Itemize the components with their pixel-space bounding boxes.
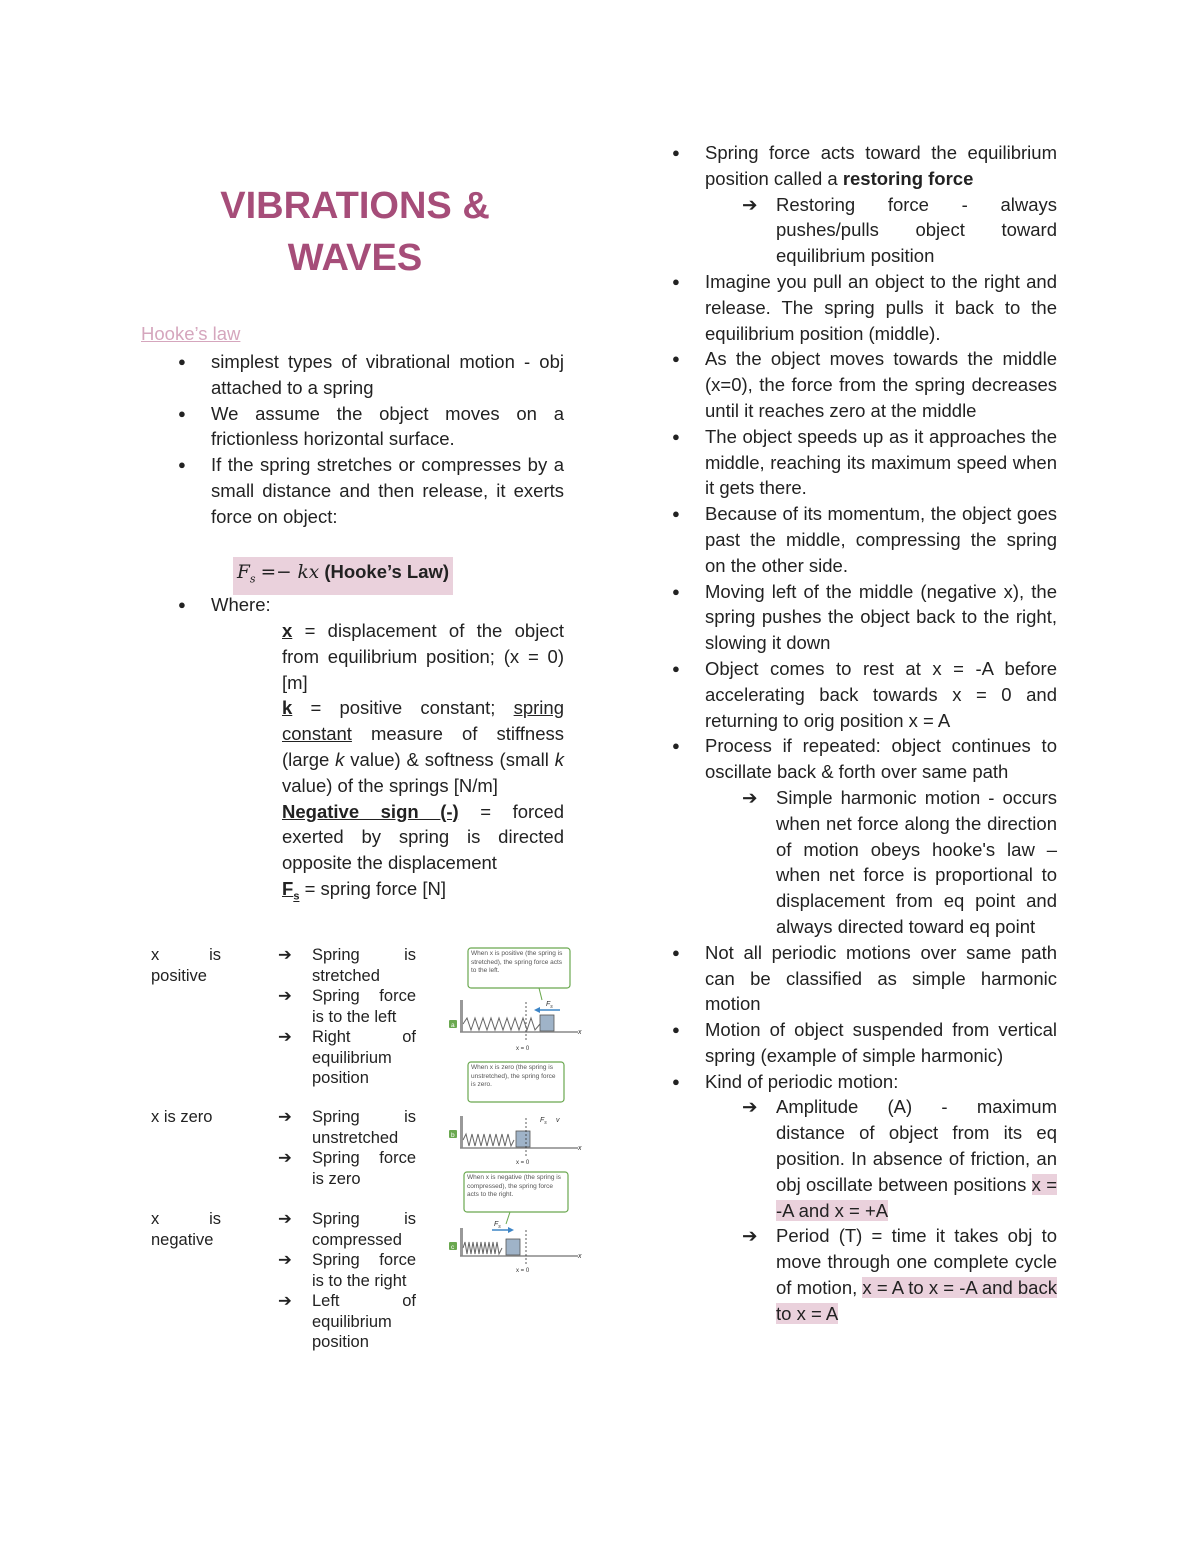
list-item: ● Not all periodic motions over same path can be classified as simple harmonic motion <box>672 941 1057 1015</box>
where-bullet: ● Where: <box>211 592 564 618</box>
title-line-2: WAVES <box>287 237 423 279</box>
bullet-icon: ● <box>178 457 186 473</box>
block <box>540 1015 554 1031</box>
arrow-icon: ➔ <box>742 1225 758 1247</box>
bullet-icon: ● <box>672 660 680 676</box>
svg-text:x: x <box>578 1145 582 1152</box>
list-item: ● Imagine you pull an object to the right and release. The spring pulls it back to the equilibrium position (middle). <box>672 270 1057 344</box>
arrow-icon: ➔ <box>278 1210 292 1228</box>
spring-diagram <box>444 944 588 1280</box>
list-item: ● If the spring stretches or compresses by a small distance and then release, it exerts force on object: <box>178 454 564 527</box>
panel-a <box>449 948 582 1052</box>
arrow-icon: ➔ <box>278 1251 292 1269</box>
caption-b: When x is zero (the spring is unstretched), the spring force is zero. <box>471 1064 556 1089</box>
sub-list-item: ➔ Simple harmonic motion - occurs when net force along the direction of motion obeys hooke's law – when net force is proportional to displacement from eq point and always directed toward eq point <box>742 786 1057 937</box>
list-item: ● simplest types of vibrational motion - obj attached to a spring <box>178 351 564 398</box>
bullet-icon: ● <box>672 273 680 289</box>
block <box>516 1131 530 1147</box>
bullet-icon: ● <box>672 738 680 754</box>
arrow-head <box>534 1007 540 1013</box>
bullet-icon: ● <box>672 583 680 599</box>
list-item: ● Object comes to rest at x = -A before accelerating back towards x = 0 and returning to orig position x = A <box>672 657 1057 731</box>
arrow-icon: ➔ <box>278 1292 292 1310</box>
arrow-icon: ➔ <box>278 946 292 964</box>
bullet-icon: ● <box>672 1022 680 1038</box>
sub-list-item: ➔ Restoring force - always pushes/pulls object toward equilibrium position <box>742 193 1057 267</box>
right-bullet-list <box>672 140 1057 1327</box>
svg-text:x: x <box>578 1253 582 1260</box>
bullet-icon: ● <box>672 351 680 367</box>
bullet-icon: ● <box>672 145 680 160</box>
row-label: x is negative <box>151 1210 221 1249</box>
caption-a: When x is positive (the spring is stretched), the spring force acts to the left. <box>471 950 563 975</box>
panel-b <box>449 1062 582 1166</box>
row-label: x is positive <box>151 946 221 985</box>
svg-text:b: b <box>451 1132 455 1139</box>
arrow-icon: ➔ <box>278 1149 292 1167</box>
list-item: ● Kind of periodic motion: ➔ Amplitude (A) - maximum distance of object from its eq position. In absence of friction, an obj oscillate between positions x = -A and x = +A ➔ Period (T) = time it takes obj to move through one complete cycle of motion, x = A to x = -A and back to x = A <box>705 1069 1057 1327</box>
bullet-icon: ● <box>672 1073 680 1089</box>
caption-pointer <box>506 1212 510 1224</box>
svg-text:x = 0: x = 0 <box>516 1160 530 1166</box>
bullet-icon: ● <box>672 944 680 960</box>
hookes-law-formula: $F_s$ =− kx (Hooke’s Law) <box>233 557 453 595</box>
bullet-icon: ● <box>672 506 680 522</box>
svg-text:x = 0: x = 0 <box>516 1268 530 1274</box>
wall <box>460 1116 463 1148</box>
bullet-icon: ● <box>178 597 186 612</box>
list-item: ● The object speeds up as it approaches the middle, reaching its maximum speed when it gets there. <box>672 425 1057 499</box>
list-item: ● Process if repeated: object continues to oscillate back & forth over same path ➔ Simple harmonic motion - occurs when net force along the direction of motion obeys hooke's law – when net force is proportional to displacement from eq point and always directed toward eq point <box>705 733 1057 939</box>
spring-stretched <box>463 1018 540 1030</box>
list-item: ● Because of its momentum, the object goes past the middle, compressing the spring on the other side. <box>672 503 1057 576</box>
caption-c: When x is negative (the spring is compressed), the spring force acts to the right. <box>467 1174 561 1199</box>
list-item: ● As the object moves towards the middle (x=0), the force from the spring decreases until it reaches zero at the middle <box>672 348 1057 421</box>
sub-list-item: ➔ Amplitude (A) - maximum distance of object from its eq position. In absence of friction, an obj oscillate between positions x = -A and x = +A <box>742 1096 1057 1221</box>
definition-k: k = positive constant; spring constant measure of stiffness (large k value) & softness (small k value) of the springs [N/m] <box>282 697 564 796</box>
section-heading: Hooke’s law <box>141 323 241 344</box>
definition-fs: $F_s$ = spring force [N] <box>282 877 446 903</box>
svg-text:a: a <box>451 1022 455 1029</box>
sub-list-item: ➔ Period (T) = time it takes obj to move through one complete cycle of motion, x = A to x = -A and back to x = A <box>742 1225 1057 1324</box>
row-items: ➔ Spring is compressed ➔ Spring force is to the right ➔ Left of equilibrium position <box>278 1210 416 1351</box>
row-items: ➔ Spring is unstretched ➔ Spring force is zero <box>278 1108 416 1188</box>
fs-label: $F_s$ <box>540 1117 547 1126</box>
svg-text:x: x <box>578 1029 582 1036</box>
row-label: x is zero <box>151 1108 213 1126</box>
wall <box>460 1000 463 1032</box>
arrow-head <box>508 1227 514 1233</box>
svg-text:x = 0: x = 0 <box>516 1046 530 1052</box>
list-item: ● Spring force acts toward the equilibrium position called a restoring force ➔ Restoring force - always pushes/pulls object toward equilibrium position <box>705 140 1057 269</box>
panel-c <box>449 1172 582 1274</box>
spring-unstretched <box>463 1134 514 1146</box>
arrow-icon: ➔ <box>278 1028 292 1046</box>
wall <box>460 1228 463 1256</box>
fs-label: $F_s$ <box>494 1221 501 1230</box>
spring-compressed <box>463 1242 502 1254</box>
arrow-icon: ➔ <box>742 1096 758 1118</box>
caption-pointer <box>539 988 542 1000</box>
definition-negative-sign: Negative sign (-) = forced exerted by spring is directed opposite the displacement <box>282 800 564 874</box>
row-items: ➔ Spring is stretched ➔ Spring force is to the left ➔ Right of equilibrium position <box>278 946 416 1087</box>
bullet-icon: ● <box>178 405 186 421</box>
definition-x: x = displacement of the object from equilibrium position; (x = 0) [m] <box>282 620 564 693</box>
title-line-1: VIBRATIONS & <box>220 185 490 227</box>
block <box>506 1239 520 1255</box>
arrow-icon: ➔ <box>278 987 292 1005</box>
svg-text:v: v <box>556 1117 560 1124</box>
bullet-icon: ● <box>178 354 186 369</box>
svg-text:c: c <box>451 1244 455 1251</box>
bullet-icon: ● <box>672 428 680 444</box>
arrow-icon: ➔ <box>742 193 758 215</box>
arrow-icon: ➔ <box>742 786 758 808</box>
list-item: ● Moving left of the middle (negative x), the spring pushes the object back to the right, slowing it down <box>672 580 1057 654</box>
list-item: ● We assume the object moves on a frictionless horizontal surface. <box>178 402 564 450</box>
arrow-icon: ➔ <box>278 1108 292 1126</box>
fs-label: $F_s$ <box>546 1001 553 1010</box>
list-item: ● Motion of object suspended from vertical spring (example of simple harmonic) <box>672 1019 1057 1066</box>
